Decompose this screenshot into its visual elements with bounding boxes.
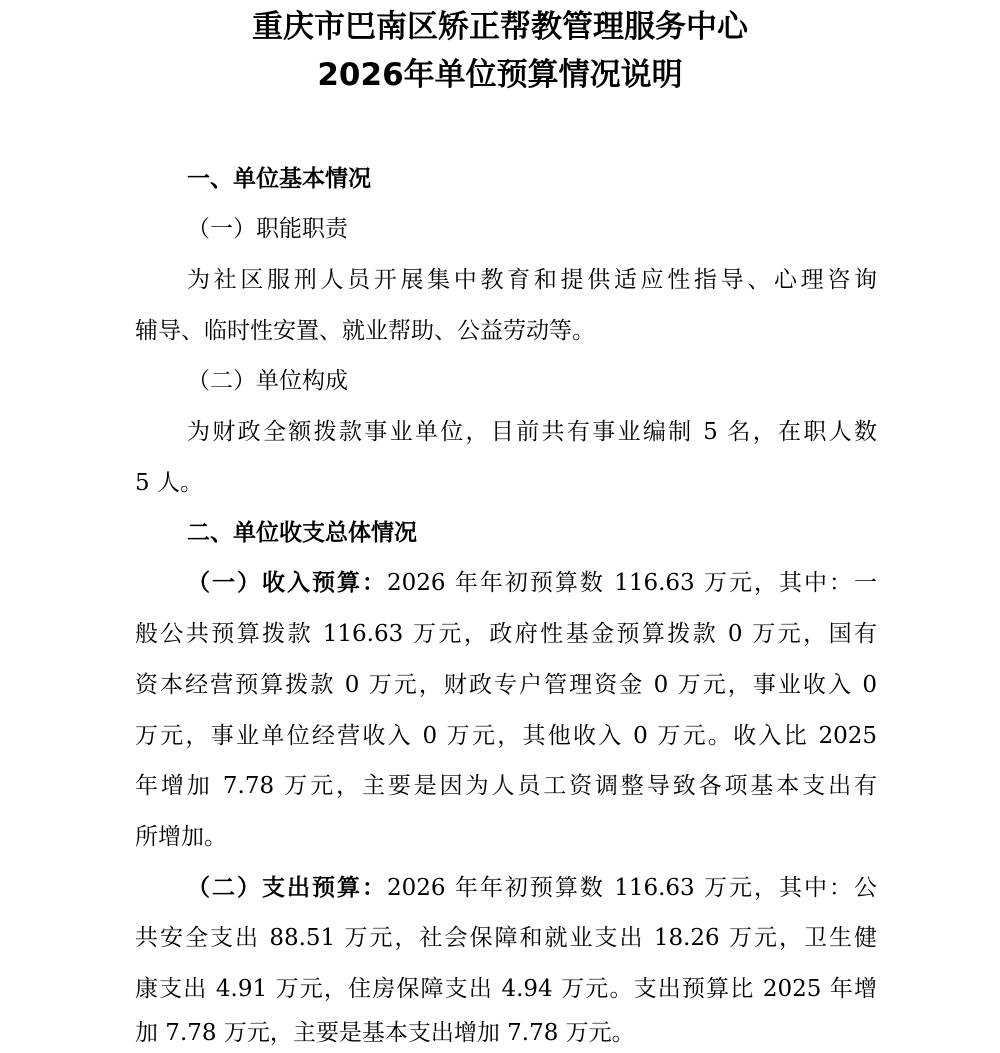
expenditure-paragraph-line-2: 共安全支出 88.51 万元，社会保障和就业支出 18.26 万元，卫生健 <box>135 925 877 951</box>
title-line-1: 重庆市巴南区矫正帮教管理服务中心 <box>252 9 748 45</box>
income-paragraph-line-6: 所增加。 <box>135 824 227 850</box>
income-paragraph-line-2: 般公共预算拨款 116.63 万元，政府性基金预算拨款 0 万元，国有 <box>135 621 877 647</box>
composition-text-line-1: 为财政全额拨款事业单位，目前共有事业编制 5 名，在职人数 <box>187 419 877 445</box>
income-paragraph-line-1 <box>187 566 877 600</box>
subsection-composition-heading: （二）单位构成 <box>187 368 348 394</box>
section-2-heading: 二、单位收支总体情况 <box>187 520 417 546</box>
title-line-2: 2026年单位预算情况说明 <box>317 57 683 93</box>
income-paragraph-line-5: 年增加 7.78 万元，主要是因为人员工资调整导致各项基本支出有 <box>135 773 877 799</box>
expenditure-paragraph-line-1 <box>187 871 877 905</box>
duties-text-line-2: 辅导、临时性安置、就业帮助、公益劳动等。 <box>135 318 595 344</box>
expenditure-label: （二）支出预算： <box>187 875 388 901</box>
income-label: （一）收入预算： <box>187 570 388 596</box>
expenditure-line-1-text: 2026 年年初预算数 116.63 万元，其中：公 <box>387 875 877 901</box>
income-paragraph-line-3: 资本经营预算拨款 0 万元，财政专户管理资金 0 万元，事业收入 0 <box>135 672 877 698</box>
expenditure-paragraph-line-3: 康支出 4.91 万元，住房保障支出 4.94 万元。支出预算比 2025 年增 <box>135 976 877 1002</box>
composition-text-line-2: 5 人。 <box>135 470 203 496</box>
income-line-1-text: 2026 年年初预算数 116.63 万元，其中：一 <box>387 570 877 596</box>
income-paragraph-line-4: 万元，事业单位经营收入 0 万元，其他收入 0 万元。收入比 2025 <box>135 723 877 749</box>
subsection-duties-heading: （一）职能职责 <box>187 216 348 242</box>
section-1-heading: 一、单位基本情况 <box>187 166 371 192</box>
expenditure-paragraph-line-4: 加 7.78 万元，主要是基本支出增加 7.78 万元。 <box>135 1020 635 1046</box>
duties-text-line-1: 为社区服刑人员开展集中教育和提供适应性指导、心理咨询 <box>187 267 877 293</box>
